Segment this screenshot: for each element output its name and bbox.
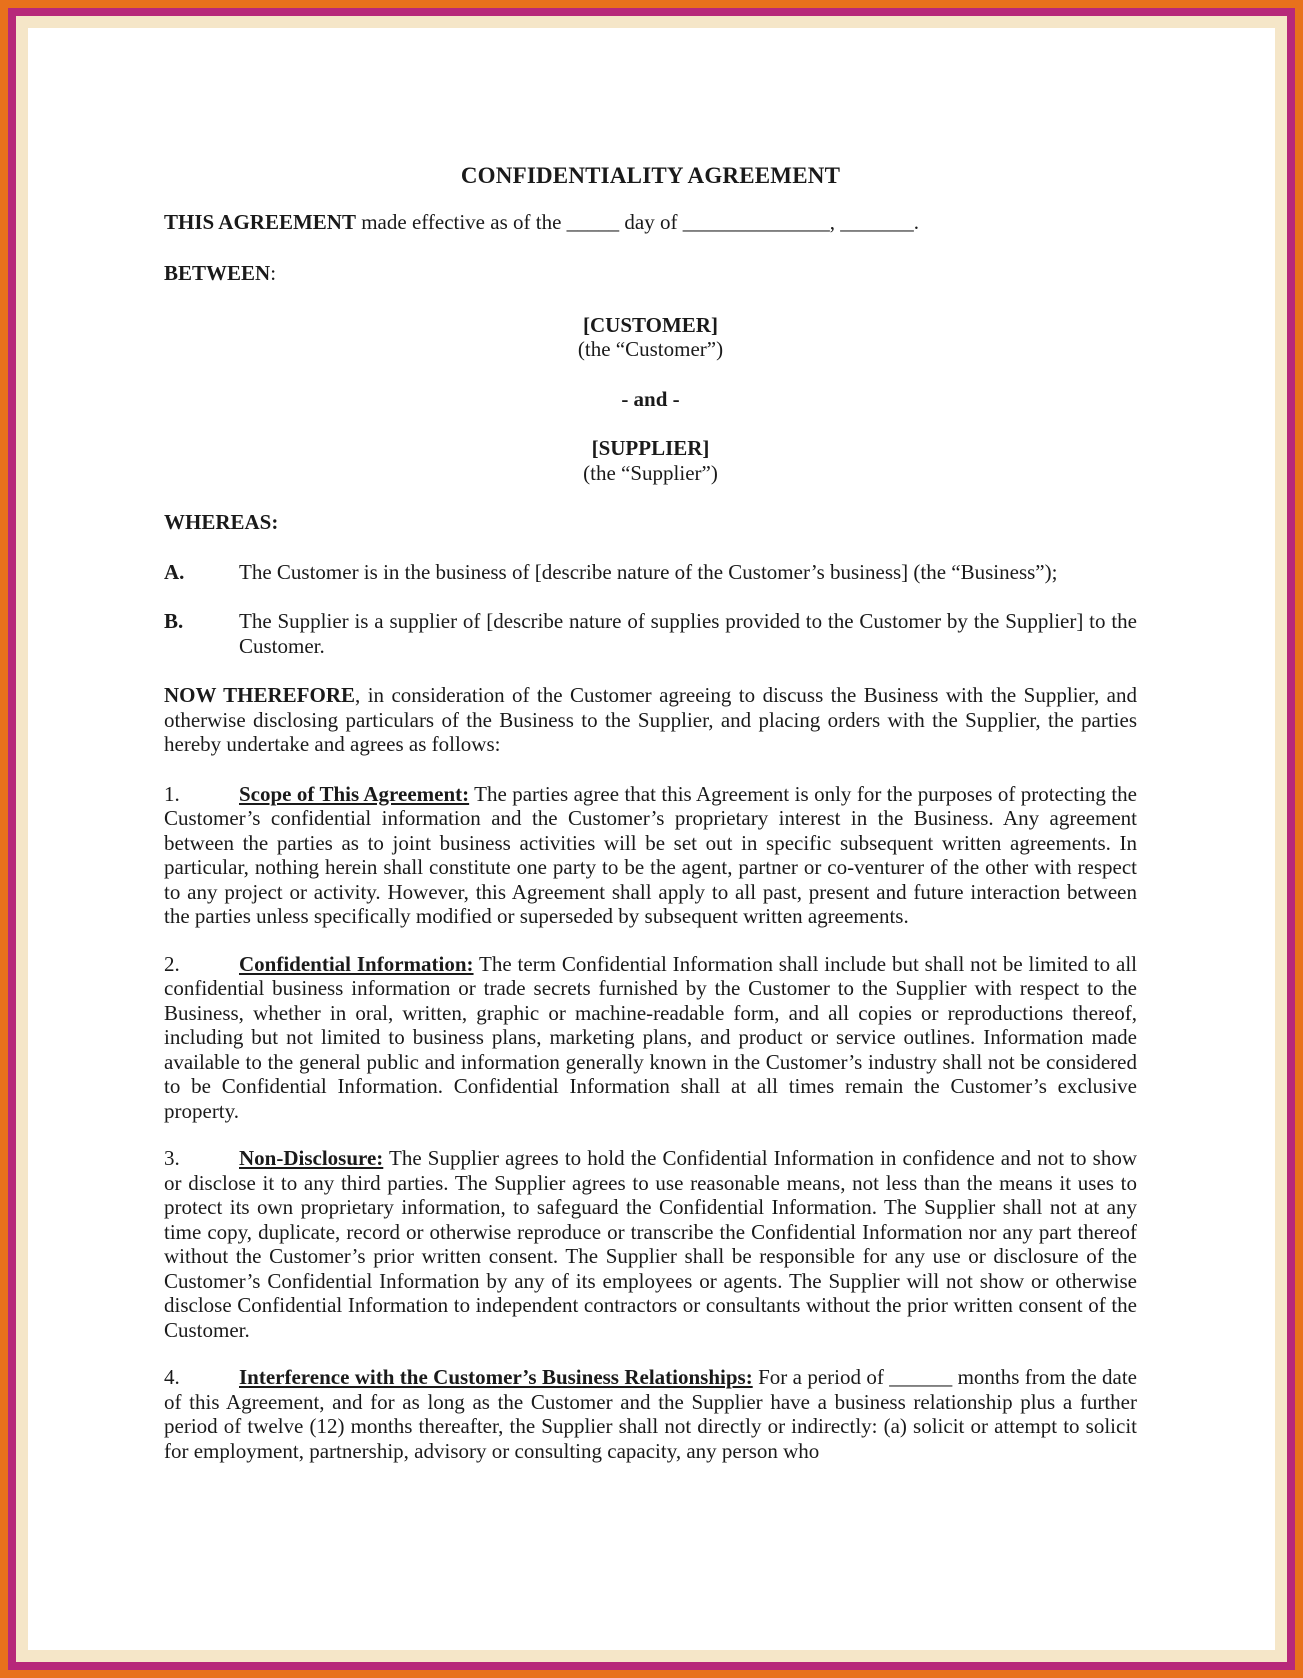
now-therefore-paragraph [164, 683, 1137, 757]
party-customer [164, 313, 1137, 362]
intro-bold: THIS AGREEMENT [164, 209, 356, 234]
clause-scope [164, 782, 1137, 929]
between-text: BETWEEN [164, 261, 271, 285]
whereas-label: WHEREAS: [164, 510, 279, 534]
party-supplier [164, 436, 1137, 485]
clause-non-disclosure [164, 1146, 1137, 1342]
between-colon: : [270, 261, 277, 285]
intro-rest: made effective as of the _____ day of ______________, _______. [355, 209, 919, 234]
clause-text: For a period of ______ months from the date of this Agreement, and for as long as the Customer and the Supplier have a business relationship plus a further period of twelve (12) months thereafter, the Supplier shall not directly or indirectly: (a) solicit or attempt to solicit for employment, partnership, advisory or consulting capacity, any person who [164, 1365, 1137, 1463]
document-title: CONFIDENTIALITY AGREEMENT [460, 163, 841, 188]
party-supplier-alias: (the “Supplier”) [583, 460, 718, 485]
now-therefore-bold: NOW THEREFORE [164, 683, 356, 707]
recital-text: The Supplier is a supplier of [describe nature of supplies provided to the Customer by the Supplier] to the Customer. [239, 609, 1137, 658]
recital-item [164, 609, 1137, 658]
party-customer-name: [CUSTOMER] [583, 312, 718, 337]
clause-heading: Confidential Information: [239, 951, 474, 976]
clause-heading: Non-Disclosure: [239, 1146, 384, 1170]
clause-confidential-information [164, 952, 1137, 1124]
clause-number: 3. [164, 1146, 180, 1170]
clause-text: The Supplier agrees to hold the Confidential Information in confidence and not to show or disclose it to any third parties. The Supplier agrees to use reasonable means, not less than the means it uses to protect its own proprietary information, to safeguard the Confidential Information. The Supplier shall not at any time copy, duplicate, record or otherwise reproduce or transcribe the Confidential Information nor any part thereof without the Customer’s prior written consent. The Supplier shall be responsible for any use or disclosure of the Customer’s Confidential Information by any of its employees or agents. The Supplier will not show or otherwise disclose Confidential Information to independent contractors or consultants without the prior written consent of the Customer. [164, 1146, 1137, 1342]
clause-text: The term Confidential Information shall include but shall not be limited to all confidential business information or trade secrets furnished by the Customer to the Supplier with respect to the Business, whether in oral, written, graphic or machine-readable form, and all copies or reproductions thereof, including but not limited to business plans, marketing plans, and product or service outlines. Information made available to the general public and information generally known in the Customer’s industry shall not be considered to be Confidential Information. Confidential Information shall at all times remain the Customer’s exclusive property. [164, 951, 1137, 1123]
clause-interference [164, 1365, 1137, 1463]
party-supplier-name: [SUPPLIER] [591, 436, 710, 460]
document-page [164, 160, 1137, 1486]
recital-text: The Customer is in the business of [describe nature of the Customer’s business] (the “Business”); [239, 559, 1058, 584]
clause-number: 2. [164, 951, 180, 976]
and-separator: - and - [621, 386, 680, 411]
recital-letter: A. [164, 559, 185, 584]
clause-number: 4. [164, 1365, 180, 1389]
between-label [164, 261, 1137, 286]
clause-text: The parties agree that this Agreement is only for the purposes of protecting the Customer’s confidential information and the Customer’s proprietary interest in the Business. Any agreement between the parties as to joint business activities will be set out in specific subsequent written agreements. In particular, nothing herein shall constitute one party to be the agent, partner or co-venturer of the other with respect to any project or activity. However, this Agreement shall apply to all past, present and future interaction between the parties unless specifically modified or superseded by subsequent written agreements. [164, 781, 1137, 928]
party-customer-alias: (the “Customer”) [577, 337, 724, 361]
recital-item [164, 560, 1137, 585]
recital-letter: B. [164, 609, 184, 633]
clause-heading: Interference with the Customer’s Business Relationships: [239, 1365, 753, 1389]
clause-number: 1. [164, 781, 180, 806]
clause-heading: Scope of This Agreement: [239, 781, 470, 806]
now-therefore-rest: , in consideration of the Customer agreeing to discuss the Business with the Supplier, and otherwise disclosing particulars of the Business to the Supplier, and placing orders with the Supplier, the parties hereby undertake and agrees as follows: [164, 683, 1137, 756]
intro-paragraph [164, 210, 1137, 235]
